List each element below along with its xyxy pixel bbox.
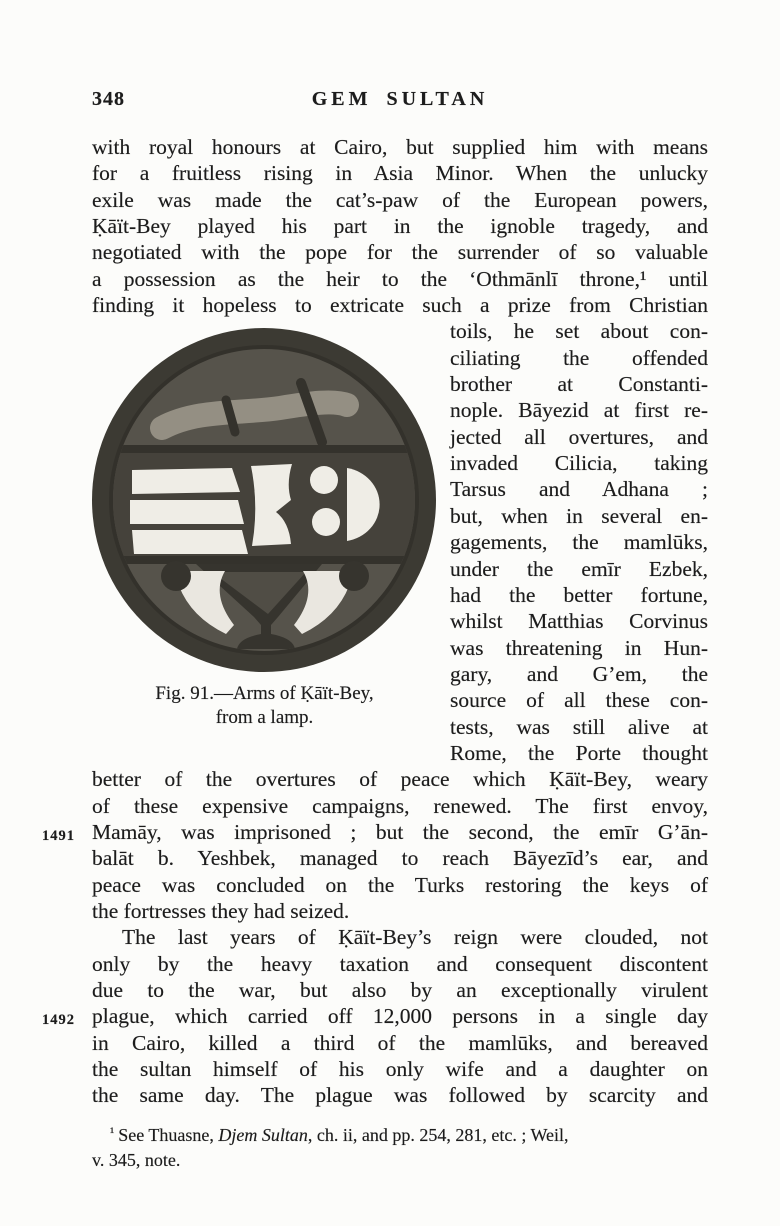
page-number: 348 [92, 88, 125, 110]
figure-caption-line-1: Fig. 91.—Arms of Ḳāït-Bey, [155, 683, 374, 705]
kait-bey-arms-emblem-svg [92, 328, 437, 673]
figure-arms-of-kait-bey [92, 318, 450, 766]
figure-caption [92, 682, 437, 730]
paragraph-1 [92, 134, 708, 318]
text-line: ciliating the offended [450, 345, 708, 370]
text-line: gary, and G’em, the [450, 661, 708, 686]
text-line: but, when in several en- [450, 503, 708, 528]
text-line: exile was made the cat’s-paw of the European powers, [92, 187, 708, 212]
text-line: of these expensive campaigns, renewed. The first envoy, [92, 793, 708, 818]
figure-and-text-row [92, 318, 708, 766]
text-line: had the better fortune, [450, 582, 708, 607]
text-line: only by the heavy taxation and consequent discontent [92, 951, 708, 976]
wrapped-text-column [450, 318, 708, 766]
text-line: Ḳāït-Bey played his part in the ignoble tragedy, and [92, 214, 708, 239]
margin-year-1491: 1491 [42, 827, 75, 844]
figure-caption-line-2: from a lamp. [215, 707, 314, 729]
text-line: was threatening in Hun- [450, 635, 708, 660]
text-line: nople. Bāyezid at first re- [450, 398, 708, 423]
text-line: tests, was still alive at [450, 714, 708, 739]
footnote-marker: ¹ [110, 1125, 115, 1141]
running-title: GEM SULTAN [311, 88, 489, 110]
text-line: gagements, the mamlūks, [450, 530, 708, 555]
paragraph-3 [42, 924, 708, 1108]
text-line: jected all overtures, and [450, 424, 708, 449]
page-header [92, 88, 708, 116]
footnote [92, 1121, 708, 1174]
text-line: peace was concluded on the Turks restoring the keys of [92, 872, 708, 897]
text-line [42, 1003, 708, 1029]
text-line: invaded Cilicia, taking [450, 451, 708, 476]
text-line-text: plague, which carried off 12,000 persons in a single day [92, 1004, 708, 1029]
text-line: the sultan himself of his only wife and a daughter on [92, 1057, 708, 1082]
text-line: with royal honours at Cairo, but supplied him with means [92, 135, 708, 159]
text-line: the fortresses they had seized. [92, 898, 350, 923]
text-line: for a fruitless rising in Asia Minor. When the unlucky [92, 161, 708, 186]
text-line: Tarsus and Adhana ; [450, 477, 708, 502]
text-line: The last years of Ḳāït-Bey’s reign were clouded, not [122, 925, 708, 950]
text-line-text: Mamāy, was imprisoned ; but the second, the emīr G’ān- [92, 819, 708, 844]
text-line: source of all these con- [450, 688, 708, 713]
paragraph-2 [42, 766, 708, 924]
text-line: under the emīr Ezbek, [450, 556, 708, 581]
text-line: balāt b. Yeshbek, managed to reach Bāyezīd’s ear, and [92, 846, 708, 871]
text-line: in Cairo, killed a third of the mamlūks, and bereaved [92, 1030, 708, 1055]
text-line: negotiated with the pope for the surrender of so valuable [92, 240, 708, 265]
text-line: Rome, the Porte thought [450, 740, 708, 765]
text-line: brother at Constanti- [450, 372, 708, 397]
footnote-line-1 [92, 1121, 708, 1149]
text-line: whilst Matthias Corvinus [450, 609, 708, 634]
text-line: due to the war, but also by an exceptionally virulent [92, 978, 708, 1002]
text-line: better of the overtures of peace which Ḳāït-Bey, weary [92, 767, 708, 792]
footnote-text-pre: See Thuasne, [118, 1124, 219, 1145]
text-line: a possession as the heir to the ‘Othmānlī throne,¹ until [92, 266, 708, 291]
text-line [42, 819, 708, 845]
text-line: finding it hopeless to extricate such a prize from Christian [92, 293, 708, 318]
margin-year-1492: 1492 [42, 1012, 75, 1029]
page-content [42, 88, 708, 1174]
footnote-work-title: Djem Sultan [218, 1124, 308, 1145]
footnote-text-post: , ch. ii, and pp. 254, 281, etc. ; Weil, [307, 1124, 569, 1145]
text-line: the same day. The plague was followed by scarcity and [92, 1083, 708, 1108]
footnote-line-2: v. 345, note. [92, 1150, 181, 1171]
text-line: toils, he set about con- [450, 319, 708, 344]
kait-bey-arms-emblem-image [92, 328, 437, 673]
